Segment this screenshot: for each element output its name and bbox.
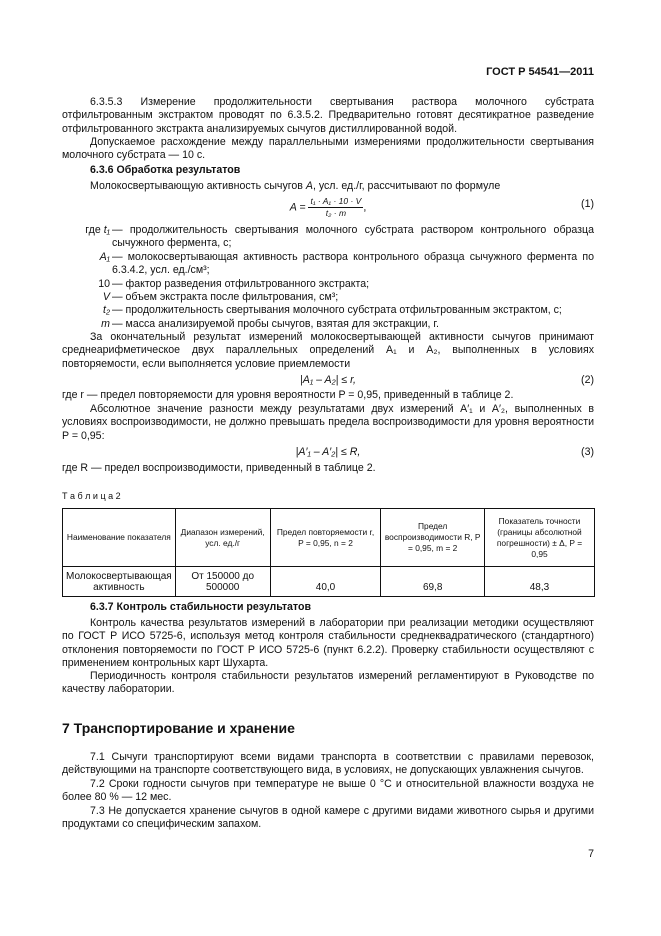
formula-3-where: где R — предел воспроизводимости, приведенный в таблице 2. (62, 462, 376, 474)
paragraph-final-result: За окончательный результат измерений молокосвертывающей активности сычугов принимают среднеарифметическое двух параллельных определений A₁ и A₂, выполненных в условиях повторяемости, если выполняется условие приемлемости (62, 331, 594, 370)
paragraph-7-3: 7.3 Не допускается хранение сычугов в одной камере с другими видами животного сырья и другими продуктами со специфическим запахом. (62, 805, 594, 831)
variable-definitions: где t₁ — продолжительность свертывания молочного субстрата раствором контрольного образца сычужного фермента, с; A₁ — молокосвертывающая активность раствора контрольного образца сычужного фермента по 6.3.4.2, усл. ед./см³; 10 — фактор разведения отфильтрованного экстракта; V — объем экстракта после фильтрования, см³; t₂ — продолжительность свертывания молочного субстрата отфильтрованным экстрактом, с; m — масса анализируемой пробы сычугов, взятая для экстракции, г. (85, 224, 594, 330)
table-caption: Т а б л и ц а 2 (62, 491, 121, 501)
paragraph-7-1: 7.1 Сычуги транспортируют всеми видами транспорта в соответствии с правилами перевозок, действующими на транспорте соответствующего вида, в условиях, не допускающих увлажнения сычугов. (62, 751, 594, 777)
formula-1: A = $\frac{\text{t₁ · A₁ · 10 · V}}{\text{t₂ · m}}$ , (1) (289, 196, 594, 218)
equation-number: (1) (581, 198, 594, 210)
paragraph-quality-control: Контроль качества результатов измерений в лаборатории при реализации методики осуществляют по ГОСТ Р ИСО 5725-6, используя метод контроля стабильности среднеквадратического (стандартного) отклонения повторяемости по ГОСТ Р ИСО 5725-6 (пункт 6.2.2). Проверку стабильности осуществляют с применением контрольных карт Шухарта. (62, 617, 594, 670)
paragraph-7-2: 7.2 Сроки годности сычугов при температуре не выше 0 °С и относительной влажности воздуха не более 80 % — 12 мес. (62, 778, 594, 804)
document-header: ГОСТ Р 54541—2011 (486, 66, 594, 78)
section-heading-6-3-7: 6.3.7 Контроль стабильности результатов (90, 601, 311, 613)
page-number: 7 (588, 848, 594, 860)
table-cell: 48,3 (484, 567, 594, 597)
column-header: Наименование показателя (63, 509, 176, 567)
section-heading-7: 7 Транспортирование и хранение (62, 720, 295, 736)
paragraph-periodicity: Периодичность контроля стабильности результатов измерений регламентируют в Руководстве по качеству лаборатории. (62, 670, 594, 696)
table-cell: От 150000 до 500000 (175, 567, 270, 597)
column-header: Предел воспроизводимости R, P = 0,95, m = 2 (381, 509, 485, 567)
column-header: Показатель точности (границы абсолютной погрешности) ± Δ, P = 0,95 (484, 509, 594, 567)
paragraph-tolerance: Допускаемое расхождение между параллельными измерениями продолжительности свертывания молочного субстрата — 10 с. (62, 136, 594, 162)
table-2 (62, 508, 595, 597)
paragraph-6-3-5-3: 6.3.5.3 Измерение продолжительности свертывания раствора молочного субстрата отфильтрованным экстрактом проводят по 6.3.5.2. Предварительно готовят десятикратное разведение отфильтрованного экстракта анализируемых сычугов дистиллированной водой. (62, 96, 594, 135)
table-row (63, 567, 595, 597)
table-header-row (63, 509, 595, 567)
table-cell: Молокосвертывающая активность (63, 567, 176, 597)
column-header: Диапазон измерений, усл. ед./г (175, 509, 270, 567)
formula-intro: Молокосвертывающую активность сычугов A, усл. ед./г, рассчитывают по формуле (90, 180, 501, 192)
table-cell: 40,0 (270, 567, 381, 597)
column-header: Предел повторяемости r, P = 0,95, n = 2 (270, 509, 381, 567)
paragraph-absolute-difference: Абсолютное значение разности между результатами двух измерений A′₁ и A′₂, выполненных в условиях воспроизводимости, не должно превышать предела воспроизводимости для уровня вероятности P = 0,95: (62, 403, 594, 442)
section-heading-6-3-6: 6.3.6 Обработка результатов (90, 164, 241, 176)
table-cell: 69,8 (381, 567, 485, 597)
formula-2-where: где r — предел повторяемости для уровня вероятности P = 0,95, приведенный в таблице 2. (62, 389, 514, 401)
